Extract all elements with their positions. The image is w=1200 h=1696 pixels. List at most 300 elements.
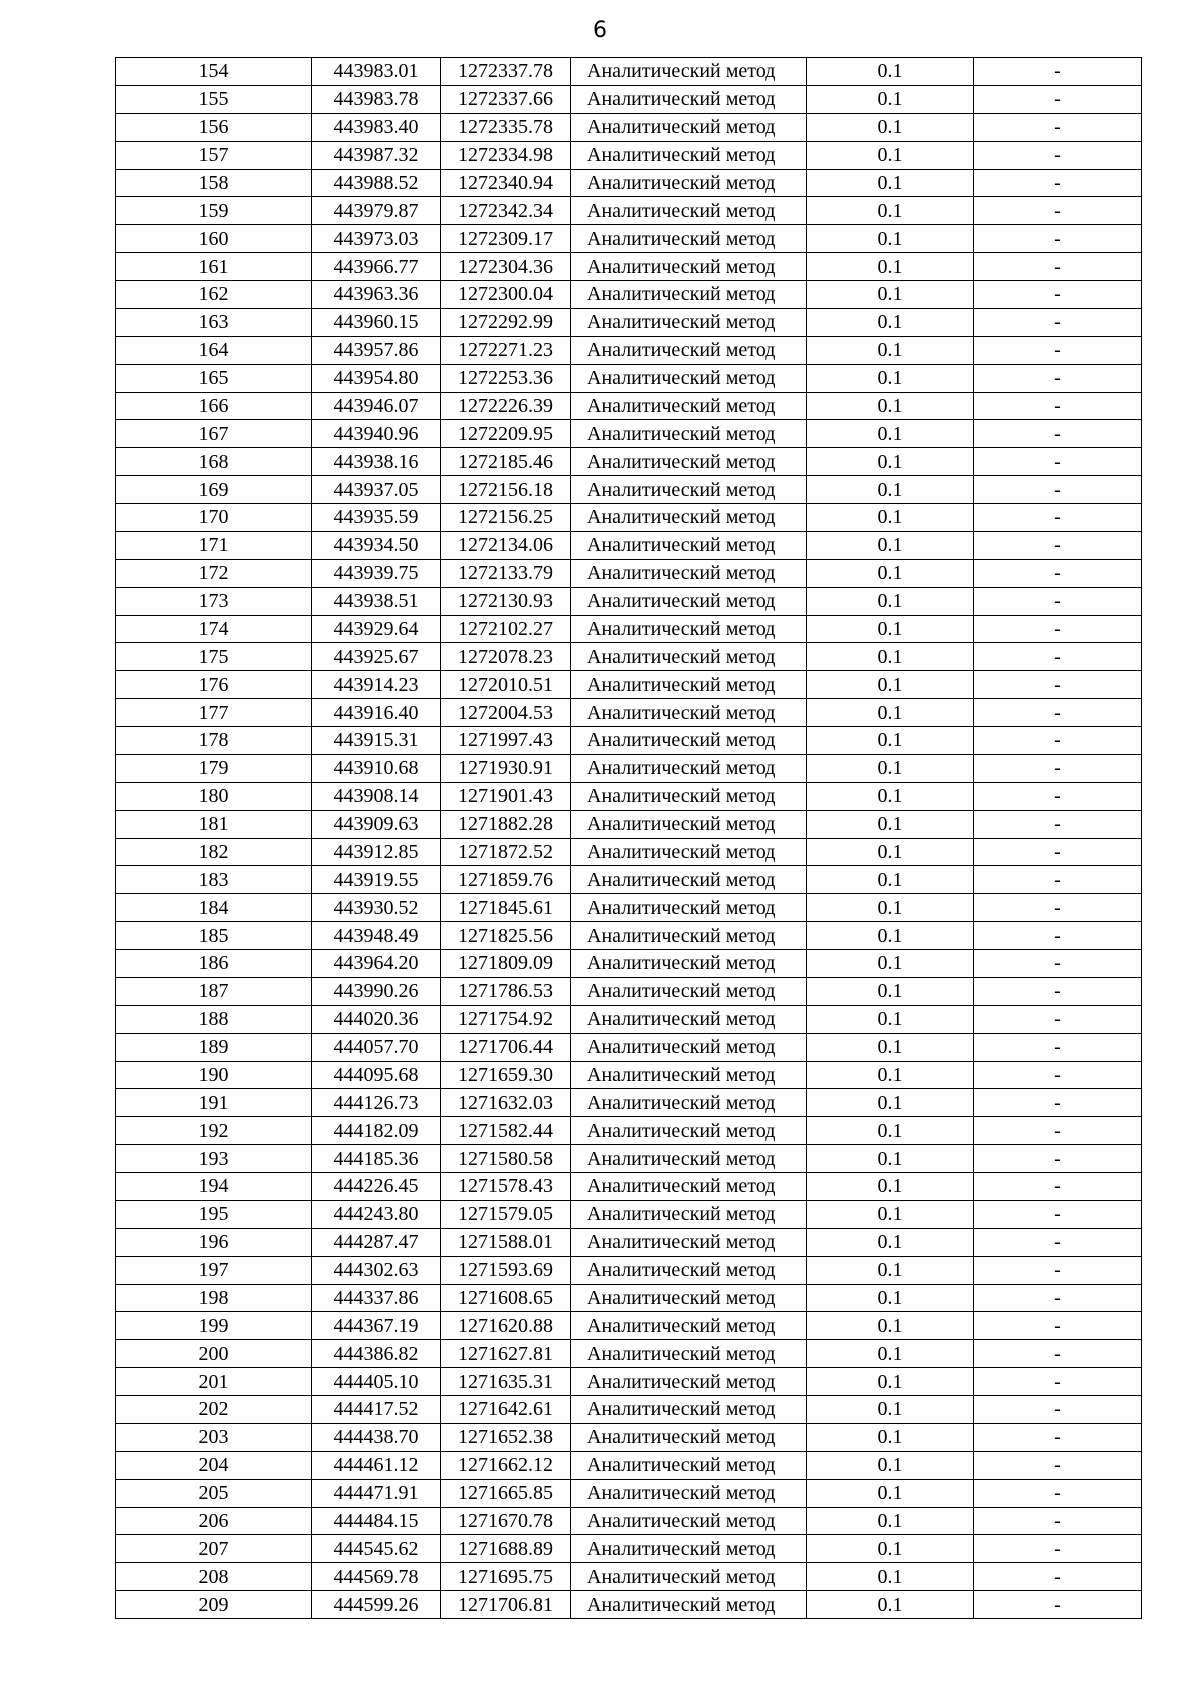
note-cell: -	[974, 1228, 1142, 1256]
x-coordinate-cell: 443963.36	[312, 281, 441, 309]
method-cell: Аналитический метод	[571, 1005, 807, 1033]
note-cell: -	[974, 977, 1142, 1005]
method-cell: Аналитический метод	[571, 420, 807, 448]
method-cell: Аналитический метод	[571, 1368, 807, 1396]
method-cell: Аналитический метод	[571, 58, 807, 86]
accuracy-cell: 0.1	[807, 531, 974, 559]
x-coordinate-cell: 443988.52	[312, 169, 441, 197]
table-row	[116, 253, 1142, 281]
y-coordinate-cell: 1272300.04	[441, 281, 571, 309]
method-cell: Аналитический метод	[571, 281, 807, 309]
table-row	[116, 1451, 1142, 1479]
table-row	[116, 1368, 1142, 1396]
y-coordinate-cell: 1272337.66	[441, 85, 571, 113]
point-number-cell: 163	[116, 308, 312, 336]
point-number-cell: 204	[116, 1451, 312, 1479]
accuracy-cell: 0.1	[807, 782, 974, 810]
accuracy-cell: 0.1	[807, 1145, 974, 1173]
x-coordinate-cell: 444405.10	[312, 1368, 441, 1396]
x-coordinate-cell: 444484.15	[312, 1507, 441, 1535]
point-number-cell: 198	[116, 1284, 312, 1312]
note-cell: -	[974, 922, 1142, 950]
y-coordinate-cell: 1272102.27	[441, 615, 571, 643]
table-row	[116, 1340, 1142, 1368]
method-cell: Аналитический метод	[571, 1228, 807, 1256]
y-coordinate-cell: 1271620.88	[441, 1312, 571, 1340]
x-coordinate-cell: 443912.85	[312, 838, 441, 866]
y-coordinate-cell: 1271706.44	[441, 1033, 571, 1061]
note-cell: -	[974, 1340, 1142, 1368]
y-coordinate-cell: 1272337.78	[441, 58, 571, 86]
x-coordinate-cell: 443987.32	[312, 141, 441, 169]
y-coordinate-cell: 1271809.09	[441, 950, 571, 978]
y-coordinate-cell: 1272304.36	[441, 253, 571, 281]
x-coordinate-cell: 443990.26	[312, 977, 441, 1005]
point-number-cell: 188	[116, 1005, 312, 1033]
note-cell: -	[974, 336, 1142, 364]
accuracy-cell: 0.1	[807, 977, 974, 1005]
method-cell: Аналитический метод	[571, 866, 807, 894]
note-cell: -	[974, 1089, 1142, 1117]
method-cell: Аналитический метод	[571, 1535, 807, 1563]
accuracy-cell: 0.1	[807, 1591, 974, 1619]
table-row	[116, 448, 1142, 476]
point-number-cell: 185	[116, 922, 312, 950]
y-coordinate-cell: 1272253.36	[441, 364, 571, 392]
y-coordinate-cell: 1272156.25	[441, 504, 571, 532]
x-coordinate-cell: 443925.67	[312, 643, 441, 671]
method-cell: Аналитический метод	[571, 392, 807, 420]
y-coordinate-cell: 1272134.06	[441, 531, 571, 559]
x-coordinate-cell: 443983.40	[312, 113, 441, 141]
point-number-cell: 177	[116, 699, 312, 727]
accuracy-cell: 0.1	[807, 1061, 974, 1089]
note-cell: -	[974, 1591, 1142, 1619]
accuracy-cell: 0.1	[807, 810, 974, 838]
method-cell: Аналитический метод	[571, 671, 807, 699]
method-cell: Аналитический метод	[571, 531, 807, 559]
x-coordinate-cell: 444020.36	[312, 1005, 441, 1033]
method-cell: Аналитический метод	[571, 504, 807, 532]
y-coordinate-cell: 1271825.56	[441, 922, 571, 950]
table-row	[116, 58, 1142, 86]
y-coordinate-cell: 1272342.34	[441, 197, 571, 225]
method-cell: Аналитический метод	[571, 727, 807, 755]
method-cell: Аналитический метод	[571, 364, 807, 392]
note-cell: -	[974, 587, 1142, 615]
y-coordinate-cell: 1271627.81	[441, 1340, 571, 1368]
point-number-cell: 205	[116, 1479, 312, 1507]
x-coordinate-cell: 443973.03	[312, 225, 441, 253]
note-cell: -	[974, 754, 1142, 782]
note-cell: -	[974, 1423, 1142, 1451]
note-cell: -	[974, 85, 1142, 113]
method-cell: Аналитический метод	[571, 1284, 807, 1312]
x-coordinate-cell: 444471.91	[312, 1479, 441, 1507]
point-number-cell: 164	[116, 336, 312, 364]
x-coordinate-cell: 443919.55	[312, 866, 441, 894]
note-cell: -	[974, 1256, 1142, 1284]
y-coordinate-cell: 1272156.18	[441, 476, 571, 504]
accuracy-cell: 0.1	[807, 643, 974, 671]
method-cell: Аналитический метод	[571, 1507, 807, 1535]
method-cell: Аналитический метод	[571, 699, 807, 727]
accuracy-cell: 0.1	[807, 559, 974, 587]
x-coordinate-cell: 443914.23	[312, 671, 441, 699]
point-number-cell: 159	[116, 197, 312, 225]
accuracy-cell: 0.1	[807, 58, 974, 86]
y-coordinate-cell: 1272010.51	[441, 671, 571, 699]
accuracy-cell: 0.1	[807, 838, 974, 866]
x-coordinate-cell: 443915.31	[312, 727, 441, 755]
note-cell: -	[974, 113, 1142, 141]
point-number-cell: 199	[116, 1312, 312, 1340]
note-cell: -	[974, 1535, 1142, 1563]
note-cell: -	[974, 894, 1142, 922]
accuracy-cell: 0.1	[807, 392, 974, 420]
y-coordinate-cell: 1271670.78	[441, 1507, 571, 1535]
accuracy-cell: 0.1	[807, 169, 974, 197]
table-row	[116, 504, 1142, 532]
accuracy-cell: 0.1	[807, 1535, 974, 1563]
method-cell: Аналитический метод	[571, 336, 807, 364]
point-number-cell: 165	[116, 364, 312, 392]
accuracy-cell: 0.1	[807, 1284, 974, 1312]
method-cell: Аналитический метод	[571, 782, 807, 810]
note-cell: -	[974, 392, 1142, 420]
method-cell: Аналитический метод	[571, 977, 807, 1005]
point-number-cell: 161	[116, 253, 312, 281]
method-cell: Аналитический метод	[571, 922, 807, 950]
note-cell: -	[974, 1117, 1142, 1145]
x-coordinate-cell: 443954.80	[312, 364, 441, 392]
x-coordinate-cell: 443948.49	[312, 922, 441, 950]
x-coordinate-cell: 443938.51	[312, 587, 441, 615]
point-number-cell: 200	[116, 1340, 312, 1368]
method-cell: Аналитический метод	[571, 113, 807, 141]
method-cell: Аналитический метод	[571, 476, 807, 504]
accuracy-cell: 0.1	[807, 1451, 974, 1479]
note-cell: -	[974, 225, 1142, 253]
note-cell: -	[974, 1312, 1142, 1340]
accuracy-cell: 0.1	[807, 1173, 974, 1201]
y-coordinate-cell: 1271859.76	[441, 866, 571, 894]
point-number-cell: 203	[116, 1423, 312, 1451]
point-number-cell: 158	[116, 169, 312, 197]
point-number-cell: 194	[116, 1173, 312, 1201]
point-number-cell: 195	[116, 1200, 312, 1228]
x-coordinate-cell: 444095.68	[312, 1061, 441, 1089]
method-cell: Аналитический метод	[571, 448, 807, 476]
method-cell: Аналитический метод	[571, 559, 807, 587]
table-row	[116, 643, 1142, 671]
accuracy-cell: 0.1	[807, 950, 974, 978]
method-cell: Аналитический метод	[571, 587, 807, 615]
method-cell: Аналитический метод	[571, 950, 807, 978]
point-number-cell: 169	[116, 476, 312, 504]
note-cell: -	[974, 950, 1142, 978]
note-cell: -	[974, 476, 1142, 504]
table-row	[116, 977, 1142, 1005]
y-coordinate-cell: 1271882.28	[441, 810, 571, 838]
method-cell: Аналитический метод	[571, 615, 807, 643]
x-coordinate-cell: 443930.52	[312, 894, 441, 922]
y-coordinate-cell: 1272130.93	[441, 587, 571, 615]
y-coordinate-cell: 1271652.38	[441, 1423, 571, 1451]
x-coordinate-cell: 444182.09	[312, 1117, 441, 1145]
y-coordinate-cell: 1272209.95	[441, 420, 571, 448]
y-coordinate-cell: 1272226.39	[441, 392, 571, 420]
table-row	[116, 1033, 1142, 1061]
note-cell: -	[974, 1368, 1142, 1396]
table-row	[116, 225, 1142, 253]
note-cell: -	[974, 615, 1142, 643]
note-cell: -	[974, 838, 1142, 866]
accuracy-cell: 0.1	[807, 754, 974, 782]
note-cell: -	[974, 58, 1142, 86]
accuracy-cell: 0.1	[807, 1368, 974, 1396]
table-row	[116, 727, 1142, 755]
note-cell: -	[974, 281, 1142, 309]
x-coordinate-cell: 443934.50	[312, 531, 441, 559]
note-cell: -	[974, 531, 1142, 559]
note-cell: -	[974, 197, 1142, 225]
point-number-cell: 160	[116, 225, 312, 253]
accuracy-cell: 0.1	[807, 1033, 974, 1061]
method-cell: Аналитический метод	[571, 85, 807, 113]
table-row	[116, 1200, 1142, 1228]
table-row	[116, 1089, 1142, 1117]
table-row	[116, 838, 1142, 866]
table-row	[116, 810, 1142, 838]
note-cell: -	[974, 1005, 1142, 1033]
y-coordinate-cell: 1271659.30	[441, 1061, 571, 1089]
table-row	[116, 1507, 1142, 1535]
point-number-cell: 172	[116, 559, 312, 587]
y-coordinate-cell: 1271579.05	[441, 1200, 571, 1228]
x-coordinate-cell: 444569.78	[312, 1563, 441, 1591]
note-cell: -	[974, 1396, 1142, 1424]
table-row	[116, 1423, 1142, 1451]
note-cell: -	[974, 141, 1142, 169]
note-cell: -	[974, 810, 1142, 838]
table-row	[116, 1061, 1142, 1089]
note-cell: -	[974, 420, 1142, 448]
note-cell: -	[974, 169, 1142, 197]
accuracy-cell: 0.1	[807, 141, 974, 169]
table-row	[116, 615, 1142, 643]
method-cell: Аналитический метод	[571, 308, 807, 336]
point-number-cell: 184	[116, 894, 312, 922]
accuracy-cell: 0.1	[807, 364, 974, 392]
y-coordinate-cell: 1271695.75	[441, 1563, 571, 1591]
x-coordinate-cell: 443979.87	[312, 197, 441, 225]
method-cell: Аналитический метод	[571, 1451, 807, 1479]
accuracy-cell: 0.1	[807, 615, 974, 643]
y-coordinate-cell: 1271632.03	[441, 1089, 571, 1117]
coordinates-table-body	[116, 58, 1142, 1619]
note-cell: -	[974, 1507, 1142, 1535]
x-coordinate-cell: 444185.36	[312, 1145, 441, 1173]
method-cell: Аналитический метод	[571, 1117, 807, 1145]
method-cell: Аналитический метод	[571, 1312, 807, 1340]
table-row	[116, 782, 1142, 810]
point-number-cell: 179	[116, 754, 312, 782]
y-coordinate-cell: 1272335.78	[441, 113, 571, 141]
point-number-cell: 186	[116, 950, 312, 978]
table-row	[116, 1284, 1142, 1312]
point-number-cell: 157	[116, 141, 312, 169]
note-cell: -	[974, 699, 1142, 727]
accuracy-cell: 0.1	[807, 1005, 974, 1033]
point-number-cell: 207	[116, 1535, 312, 1563]
point-number-cell: 202	[116, 1396, 312, 1424]
accuracy-cell: 0.1	[807, 85, 974, 113]
accuracy-cell: 0.1	[807, 894, 974, 922]
accuracy-cell: 0.1	[807, 281, 974, 309]
y-coordinate-cell: 1272309.17	[441, 225, 571, 253]
point-number-cell: 181	[116, 810, 312, 838]
table-row	[116, 559, 1142, 587]
page-number: 6	[593, 18, 607, 43]
note-cell: -	[974, 782, 1142, 810]
point-number-cell: 208	[116, 1563, 312, 1591]
y-coordinate-cell: 1271662.12	[441, 1451, 571, 1479]
x-coordinate-cell: 443960.15	[312, 308, 441, 336]
method-cell: Аналитический метод	[571, 197, 807, 225]
table-row	[116, 1591, 1142, 1619]
x-coordinate-cell: 443929.64	[312, 615, 441, 643]
x-coordinate-cell: 444461.12	[312, 1451, 441, 1479]
accuracy-cell: 0.1	[807, 866, 974, 894]
x-coordinate-cell: 443908.14	[312, 782, 441, 810]
y-coordinate-cell: 1272004.53	[441, 699, 571, 727]
note-cell: -	[974, 727, 1142, 755]
note-cell: -	[974, 308, 1142, 336]
x-coordinate-cell: 444057.70	[312, 1033, 441, 1061]
accuracy-cell: 0.1	[807, 225, 974, 253]
y-coordinate-cell: 1271593.69	[441, 1256, 571, 1284]
note-cell: -	[974, 1200, 1142, 1228]
method-cell: Аналитический метод	[571, 169, 807, 197]
method-cell: Аналитический метод	[571, 1591, 807, 1619]
method-cell: Аналитический метод	[571, 1200, 807, 1228]
note-cell: -	[974, 1563, 1142, 1591]
table-row	[116, 197, 1142, 225]
x-coordinate-cell: 444386.82	[312, 1340, 441, 1368]
point-number-cell: 170	[116, 504, 312, 532]
y-coordinate-cell: 1271580.58	[441, 1145, 571, 1173]
table-row	[116, 950, 1142, 978]
method-cell: Аналитический метод	[571, 1396, 807, 1424]
note-cell: -	[974, 448, 1142, 476]
accuracy-cell: 0.1	[807, 1117, 974, 1145]
point-number-cell: 162	[116, 281, 312, 309]
y-coordinate-cell: 1271845.61	[441, 894, 571, 922]
x-coordinate-cell: 443966.77	[312, 253, 441, 281]
accuracy-cell: 0.1	[807, 1396, 974, 1424]
x-coordinate-cell: 444417.52	[312, 1396, 441, 1424]
table-row	[116, 1173, 1142, 1201]
method-cell: Аналитический метод	[571, 253, 807, 281]
note-cell: -	[974, 1479, 1142, 1507]
x-coordinate-cell: 444287.47	[312, 1228, 441, 1256]
note-cell: -	[974, 253, 1142, 281]
x-coordinate-cell: 443946.07	[312, 392, 441, 420]
table-row	[116, 699, 1142, 727]
note-cell: -	[974, 364, 1142, 392]
table-row	[116, 141, 1142, 169]
point-number-cell: 167	[116, 420, 312, 448]
x-coordinate-cell: 443937.05	[312, 476, 441, 504]
note-cell: -	[974, 1173, 1142, 1201]
accuracy-cell: 0.1	[807, 1340, 974, 1368]
table-row	[116, 1228, 1142, 1256]
x-coordinate-cell: 444126.73	[312, 1089, 441, 1117]
point-number-cell: 193	[116, 1145, 312, 1173]
y-coordinate-cell: 1271706.81	[441, 1591, 571, 1619]
y-coordinate-cell: 1271635.31	[441, 1368, 571, 1396]
method-cell: Аналитический метод	[571, 838, 807, 866]
table-row	[116, 866, 1142, 894]
point-number-cell: 166	[116, 392, 312, 420]
y-coordinate-cell: 1271930.91	[441, 754, 571, 782]
table-row	[116, 1535, 1142, 1563]
point-number-cell: 174	[116, 615, 312, 643]
accuracy-cell: 0.1	[807, 420, 974, 448]
accuracy-cell: 0.1	[807, 1256, 974, 1284]
method-cell: Аналитический метод	[571, 1340, 807, 1368]
y-coordinate-cell: 1271588.01	[441, 1228, 571, 1256]
point-number-cell: 196	[116, 1228, 312, 1256]
table-row	[116, 922, 1142, 950]
y-coordinate-cell: 1271578.43	[441, 1173, 571, 1201]
y-coordinate-cell: 1272340.94	[441, 169, 571, 197]
accuracy-cell: 0.1	[807, 727, 974, 755]
table-row	[116, 308, 1142, 336]
table-row	[116, 476, 1142, 504]
accuracy-cell: 0.1	[807, 476, 974, 504]
point-number-cell: 154	[116, 58, 312, 86]
accuracy-cell: 0.1	[807, 922, 974, 950]
table-row	[116, 169, 1142, 197]
note-cell: -	[974, 866, 1142, 894]
table-row	[116, 1396, 1142, 1424]
table-row	[116, 1117, 1142, 1145]
method-cell: Аналитический метод	[571, 141, 807, 169]
x-coordinate-cell: 443910.68	[312, 754, 441, 782]
point-number-cell: 209	[116, 1591, 312, 1619]
y-coordinate-cell: 1271688.89	[441, 1535, 571, 1563]
x-coordinate-cell: 444302.63	[312, 1256, 441, 1284]
method-cell: Аналитический метод	[571, 1033, 807, 1061]
x-coordinate-cell: 443983.78	[312, 85, 441, 113]
point-number-cell: 206	[116, 1507, 312, 1535]
point-number-cell: 171	[116, 531, 312, 559]
x-coordinate-cell: 444438.70	[312, 1423, 441, 1451]
y-coordinate-cell: 1271997.43	[441, 727, 571, 755]
x-coordinate-cell: 443957.86	[312, 336, 441, 364]
note-cell: -	[974, 671, 1142, 699]
accuracy-cell: 0.1	[807, 253, 974, 281]
accuracy-cell: 0.1	[807, 1563, 974, 1591]
accuracy-cell: 0.1	[807, 1312, 974, 1340]
point-number-cell: 175	[116, 643, 312, 671]
accuracy-cell: 0.1	[807, 113, 974, 141]
point-number-cell: 191	[116, 1089, 312, 1117]
table-row	[116, 113, 1142, 141]
table-row	[116, 754, 1142, 782]
